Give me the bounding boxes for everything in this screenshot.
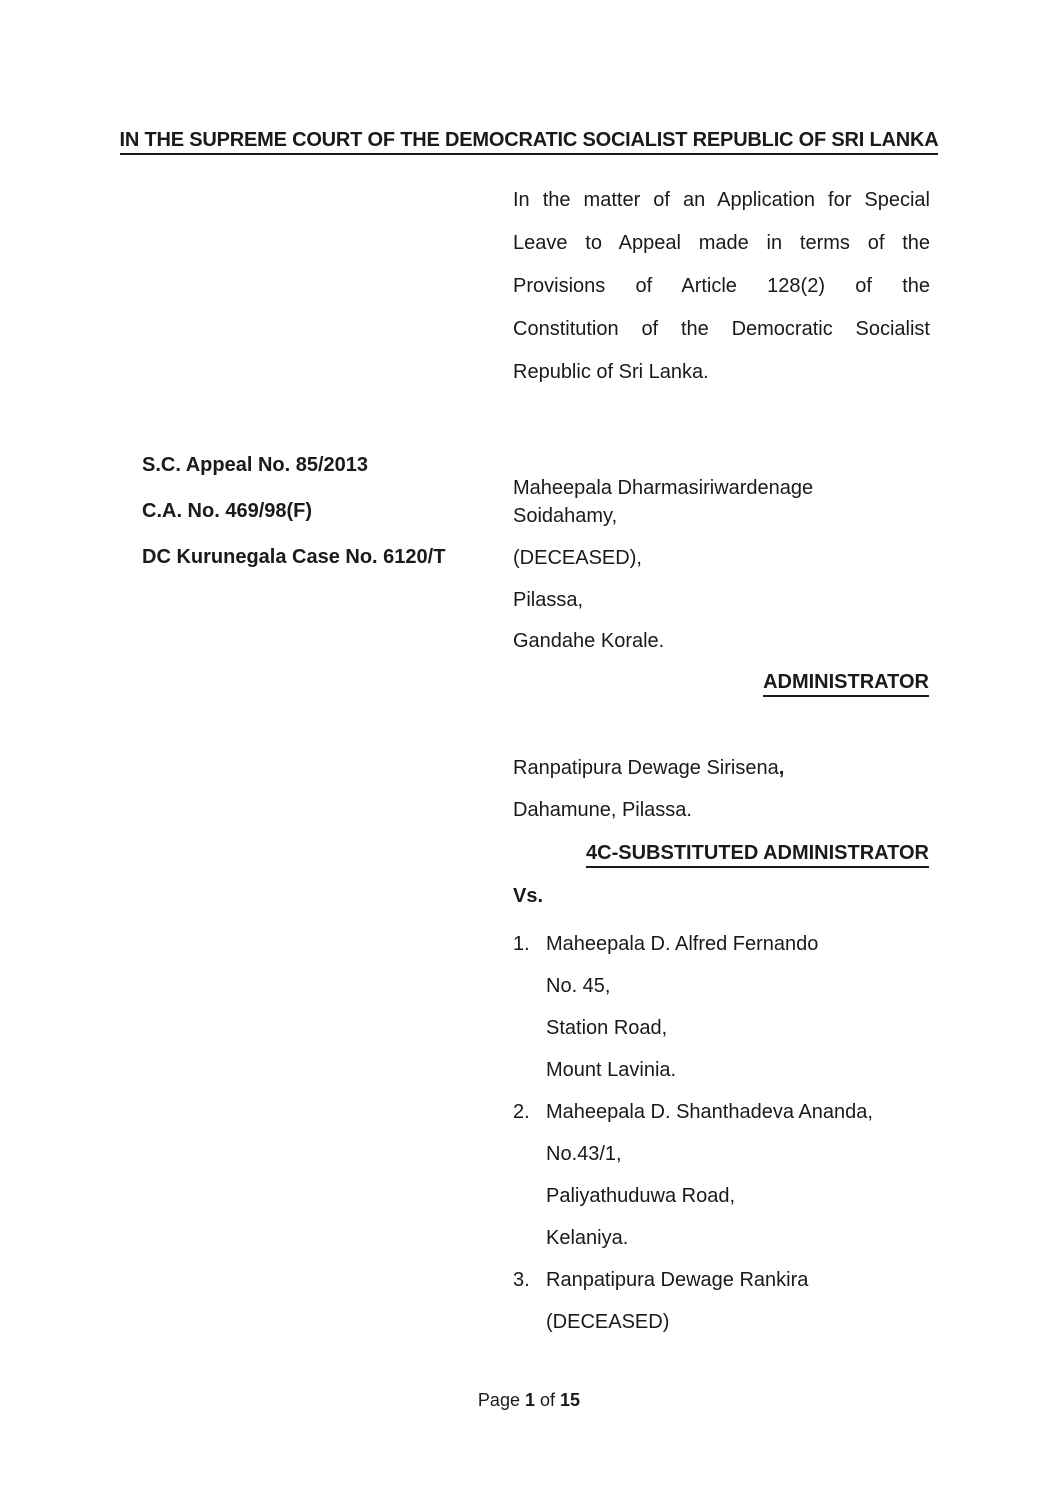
substituted-administrator-address: Dahamune, Pilassa. bbox=[513, 799, 692, 821]
case-ref-dc: DC Kurunegala Case No. 6120/T bbox=[142, 546, 446, 568]
list-item-line: No.43/1, bbox=[546, 1143, 622, 1165]
court-title bbox=[0, 128, 1058, 152]
footer-page-word: Page bbox=[477, 1390, 520, 1410]
list-item-line: (DECEASED) bbox=[546, 1311, 670, 1333]
footer-of-word: of bbox=[540, 1390, 556, 1410]
substituted-administrator-name: Ranpatipura Dewage Sirisena, bbox=[513, 757, 785, 779]
list-item-line: Maheepala D. Shanthadeva Ananda, bbox=[546, 1101, 873, 1123]
administrator-address-line: Pilassa, bbox=[513, 589, 584, 611]
matter-line: Provisions of Article 128(2) of the bbox=[513, 275, 930, 297]
administrator-name-line: Maheepala Dharmasiriwardenage bbox=[513, 477, 814, 499]
list-item bbox=[513, 1091, 943, 1133]
list-item-line-row bbox=[513, 1133, 943, 1175]
substituted-administrator-role-label: 4C-SUBSTITUTED ADMINISTRATOR bbox=[513, 841, 929, 865]
bold-comma: , bbox=[778, 757, 785, 779]
court-title-text: IN THE SUPREME COURT OF THE DEMOCRATIC SOCIALIST REPUBLIC OF SRI LANKA bbox=[120, 129, 939, 155]
list-item-line-row bbox=[513, 965, 943, 1007]
list-item-line-row bbox=[513, 1301, 943, 1343]
footer-page-number: 1 bbox=[524, 1390, 535, 1410]
administrator-address-line: Gandahe Korale. bbox=[513, 630, 665, 652]
case-references bbox=[142, 453, 445, 591]
matter-line: Republic of Sri Lanka. bbox=[513, 361, 709, 383]
list-item-line: Paliyathuduwa Road, bbox=[546, 1185, 736, 1207]
list-item-line: Mount Lavinia. bbox=[546, 1059, 677, 1081]
list-item-line: No. 45, bbox=[546, 975, 611, 997]
list-item-line-row bbox=[513, 1007, 943, 1049]
page-footer bbox=[0, 1389, 1058, 1411]
list-item-line-row bbox=[513, 1049, 943, 1091]
list-item-line-row bbox=[513, 1175, 943, 1217]
list-item-line: Ranpatipura Dewage Rankira bbox=[546, 1269, 809, 1291]
matter-line: Constitution of the Democratic Socialist bbox=[513, 318, 930, 340]
list-item-number: 3. bbox=[513, 1269, 530, 1291]
matter-line: In the matter of an Application for Special bbox=[513, 189, 930, 211]
matter-line: Leave to Appeal made in terms of the bbox=[513, 232, 930, 254]
case-ref-sc-appeal: S.C. Appeal No. 85/2013 bbox=[142, 454, 369, 476]
administrator-role-label: ADMINISTRATOR bbox=[513, 670, 929, 694]
list-item-number: 1. bbox=[513, 933, 530, 955]
list-item-line: Station Road, bbox=[546, 1017, 668, 1039]
administrator-name bbox=[513, 474, 813, 530]
list-item-number: 2. bbox=[513, 1101, 530, 1123]
footer-total-pages: 15 bbox=[560, 1390, 581, 1410]
list-item-line: Kelaniya. bbox=[546, 1227, 629, 1249]
list-item bbox=[513, 923, 943, 965]
list-item bbox=[513, 1259, 943, 1301]
administrator-name-line: Soidahamy, bbox=[513, 505, 618, 527]
versus-label: Vs. bbox=[513, 885, 544, 907]
case-ref-ca: C.A. No. 469/98(F) bbox=[142, 500, 313, 522]
list-item-line: Maheepala D. Alfred Fernando bbox=[546, 933, 819, 955]
matter-paragraph bbox=[513, 179, 930, 394]
respondents-list bbox=[513, 923, 943, 1343]
administrator-status: (DECEASED), bbox=[513, 547, 642, 569]
list-item-line-row bbox=[513, 1217, 943, 1259]
